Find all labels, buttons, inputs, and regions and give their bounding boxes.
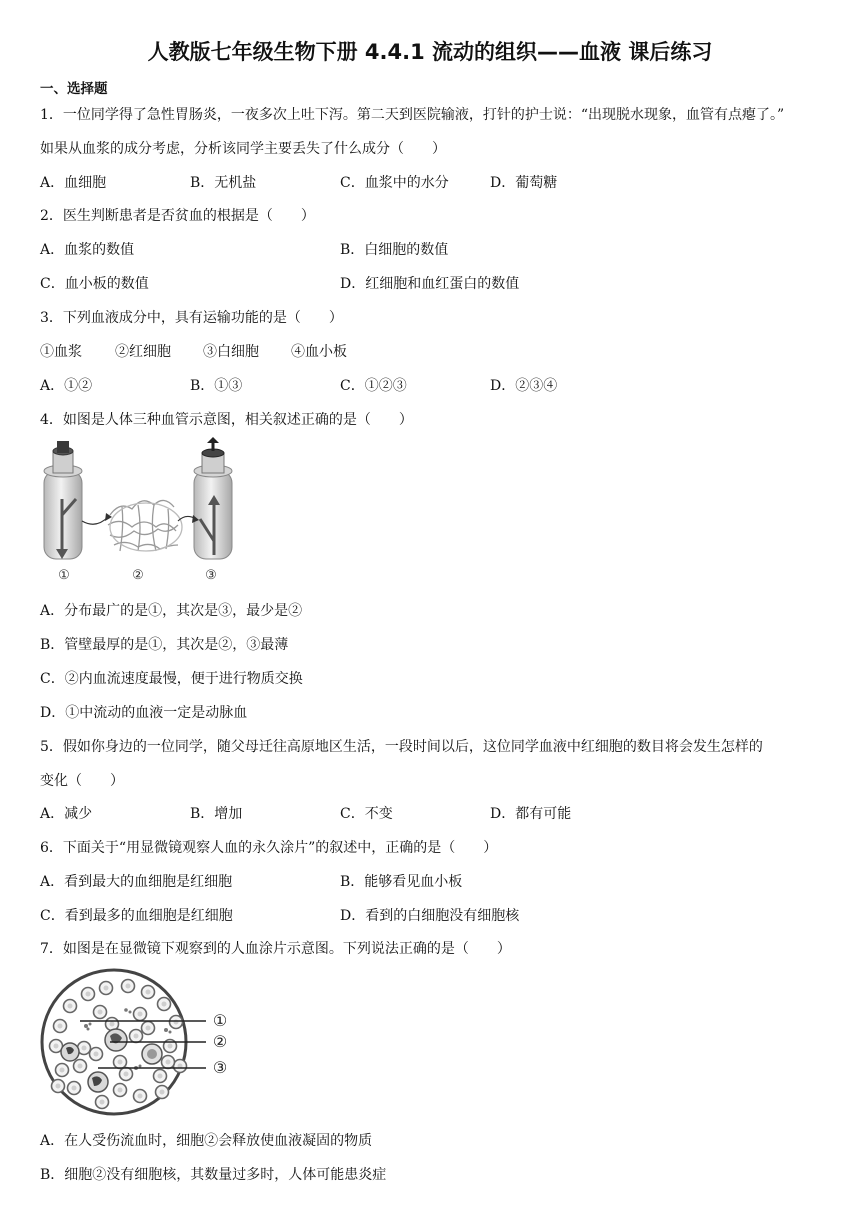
vessel-label-3: ③	[205, 568, 217, 583]
red-blood-cell-center	[78, 1064, 83, 1069]
red-blood-cell-center	[138, 1012, 143, 1017]
q7-stem: 7．如图是在显微镜下观察到的人血涂片示意图。下列说法正确的是（ ）	[40, 941, 511, 957]
red-blood-cell-center	[146, 990, 151, 995]
q5-stem-line1: 5．假如你身边的一位同学，随父母迁往高原地区生活，一段时间以后，这位同学血液中红细胞的数目将会发生怎样的	[40, 739, 763, 755]
q6-option-c: C．看到最多的血细胞是红细胞	[40, 908, 233, 924]
red-blood-cell-center	[72, 1086, 77, 1091]
q4-option-d: D．①中流动的血液一定是动脉血	[40, 705, 248, 721]
q2-stem: 2．医生判断患者是否贫血的根据是（ ）	[40, 208, 315, 224]
red-blood-cell-center	[134, 1034, 139, 1039]
cell-label-1: ①	[212, 1011, 228, 1030]
q6-stem: 6．下面关于“用显微镜观察人血的永久涂片”的叙述中，正确的是（ ）	[40, 840, 498, 856]
q2-option-d: D．红细胞和血红蛋白的数值	[340, 276, 520, 292]
q4-stem: 4．如图是人体三种血管示意图，相关叙述正确的是（ ）	[40, 412, 413, 428]
red-blood-cell-center	[146, 1026, 151, 1031]
vessel-label-1: ①	[58, 568, 70, 583]
red-blood-cell-center	[86, 992, 91, 997]
section-title: 一、选择题	[40, 81, 108, 97]
vessel-label-2: ②	[132, 568, 144, 583]
q3-item-4: ④血小板	[291, 344, 347, 360]
q1-option-a: A．血细胞	[40, 175, 107, 191]
q4-option-a: A．分布最广的是①，其次是③，最少是②	[40, 603, 303, 619]
q6-option-d: D．看到的白细胞没有细胞核	[340, 908, 520, 924]
q5-option-a: A．减少	[40, 806, 93, 822]
q2-option-a: A．血浆的数值	[40, 242, 135, 258]
red-blood-cell-center	[82, 1046, 87, 1051]
q1-option-c: C．血浆中的水分	[340, 175, 449, 191]
blood-smear-figure	[40, 966, 236, 1118]
red-blood-cell-center	[166, 1060, 171, 1065]
q5-option-c: C．不变	[340, 806, 393, 822]
q3-item-1: ①血浆	[40, 344, 82, 360]
red-blood-cell-center	[118, 1060, 123, 1065]
q1-stem-line2: 如果从血浆的成分考虑，分析该同学主要丢失了什么成分（ ）	[40, 141, 446, 157]
q4-option-b: B．管壁最厚的是①，其次是②，③最薄	[40, 637, 289, 653]
capillary-illustration	[108, 500, 182, 551]
red-blood-cell-center	[124, 1072, 129, 1077]
q6-option-b: B．能够看见血小板	[340, 874, 463, 890]
page-title: 人教版七年级生物下册 4.4.1 流动的组织——血液 课后练习	[147, 40, 713, 64]
q3-option-c: C．①②③	[340, 378, 407, 394]
red-blood-cell-center	[110, 1022, 115, 1027]
red-blood-cell-center	[60, 1068, 65, 1073]
cell-label-2: ②	[212, 1032, 228, 1051]
red-blood-cell-center	[168, 1044, 173, 1049]
red-blood-cell-center	[160, 1090, 165, 1095]
q3-option-d: D．②③④	[490, 378, 558, 394]
q3-item-2: ②红细胞	[115, 344, 171, 360]
red-blood-cell-center	[54, 1044, 59, 1049]
red-blood-cell-center	[126, 984, 131, 989]
artery-illustration	[44, 441, 112, 559]
vein-illustration	[178, 437, 232, 559]
red-blood-cell-center	[158, 1074, 163, 1079]
red-blood-cell-center	[68, 1004, 73, 1009]
red-blood-cell-center	[58, 1024, 63, 1029]
q6-option-a: A．看到最大的血细胞是红细胞	[40, 874, 233, 890]
q5-stem-line2: 变化（ ）	[40, 773, 124, 789]
q4-option-c: C．②内血流速度最慢，便于进行物质交换	[40, 671, 303, 687]
q3-option-a: A．①②	[40, 378, 93, 394]
q7-option-b: B．细胞②没有细胞核，其数量过多时，人体可能患炎症	[40, 1167, 387, 1183]
q1-option-b: B．无机盐	[190, 175, 257, 191]
red-blood-cell-center	[100, 1100, 105, 1105]
q5-option-b: B．增加	[190, 806, 243, 822]
red-blood-cell-center	[162, 1002, 167, 1007]
red-blood-cell-center	[118, 1088, 123, 1093]
q7-option-a: A．在人受伤流血时，细胞②会释放使血液凝固的物质	[40, 1133, 373, 1149]
red-blood-cell-center	[94, 1052, 99, 1057]
red-blood-cell-center	[138, 1094, 143, 1099]
q3-item-3: ③白细胞	[203, 344, 259, 360]
q3-option-b: B．①③	[190, 378, 243, 394]
red-blood-cell-center	[56, 1084, 61, 1089]
q5-option-d: D．都有可能	[490, 806, 572, 822]
red-blood-cell-center	[98, 1010, 103, 1015]
cell-label-3: ③	[212, 1058, 228, 1077]
q2-option-c: C．血小板的数值	[40, 276, 149, 292]
blood-vessels-figure	[38, 437, 238, 585]
q2-option-b: B．白细胞的数值	[340, 242, 449, 258]
q1-stem-line1: 1．一位同学得了急性胃肠炎，一夜多次上吐下泻。第二天到医院输液，打针的护士说：“出现脱水现象，血管有点瘪了。”	[40, 107, 785, 123]
q1-option-d: D．葡萄糖	[490, 175, 558, 191]
red-blood-cell-center	[104, 986, 109, 991]
q3-stem: 3．下列血液成分中，具有运输功能的是（ ）	[40, 310, 343, 326]
